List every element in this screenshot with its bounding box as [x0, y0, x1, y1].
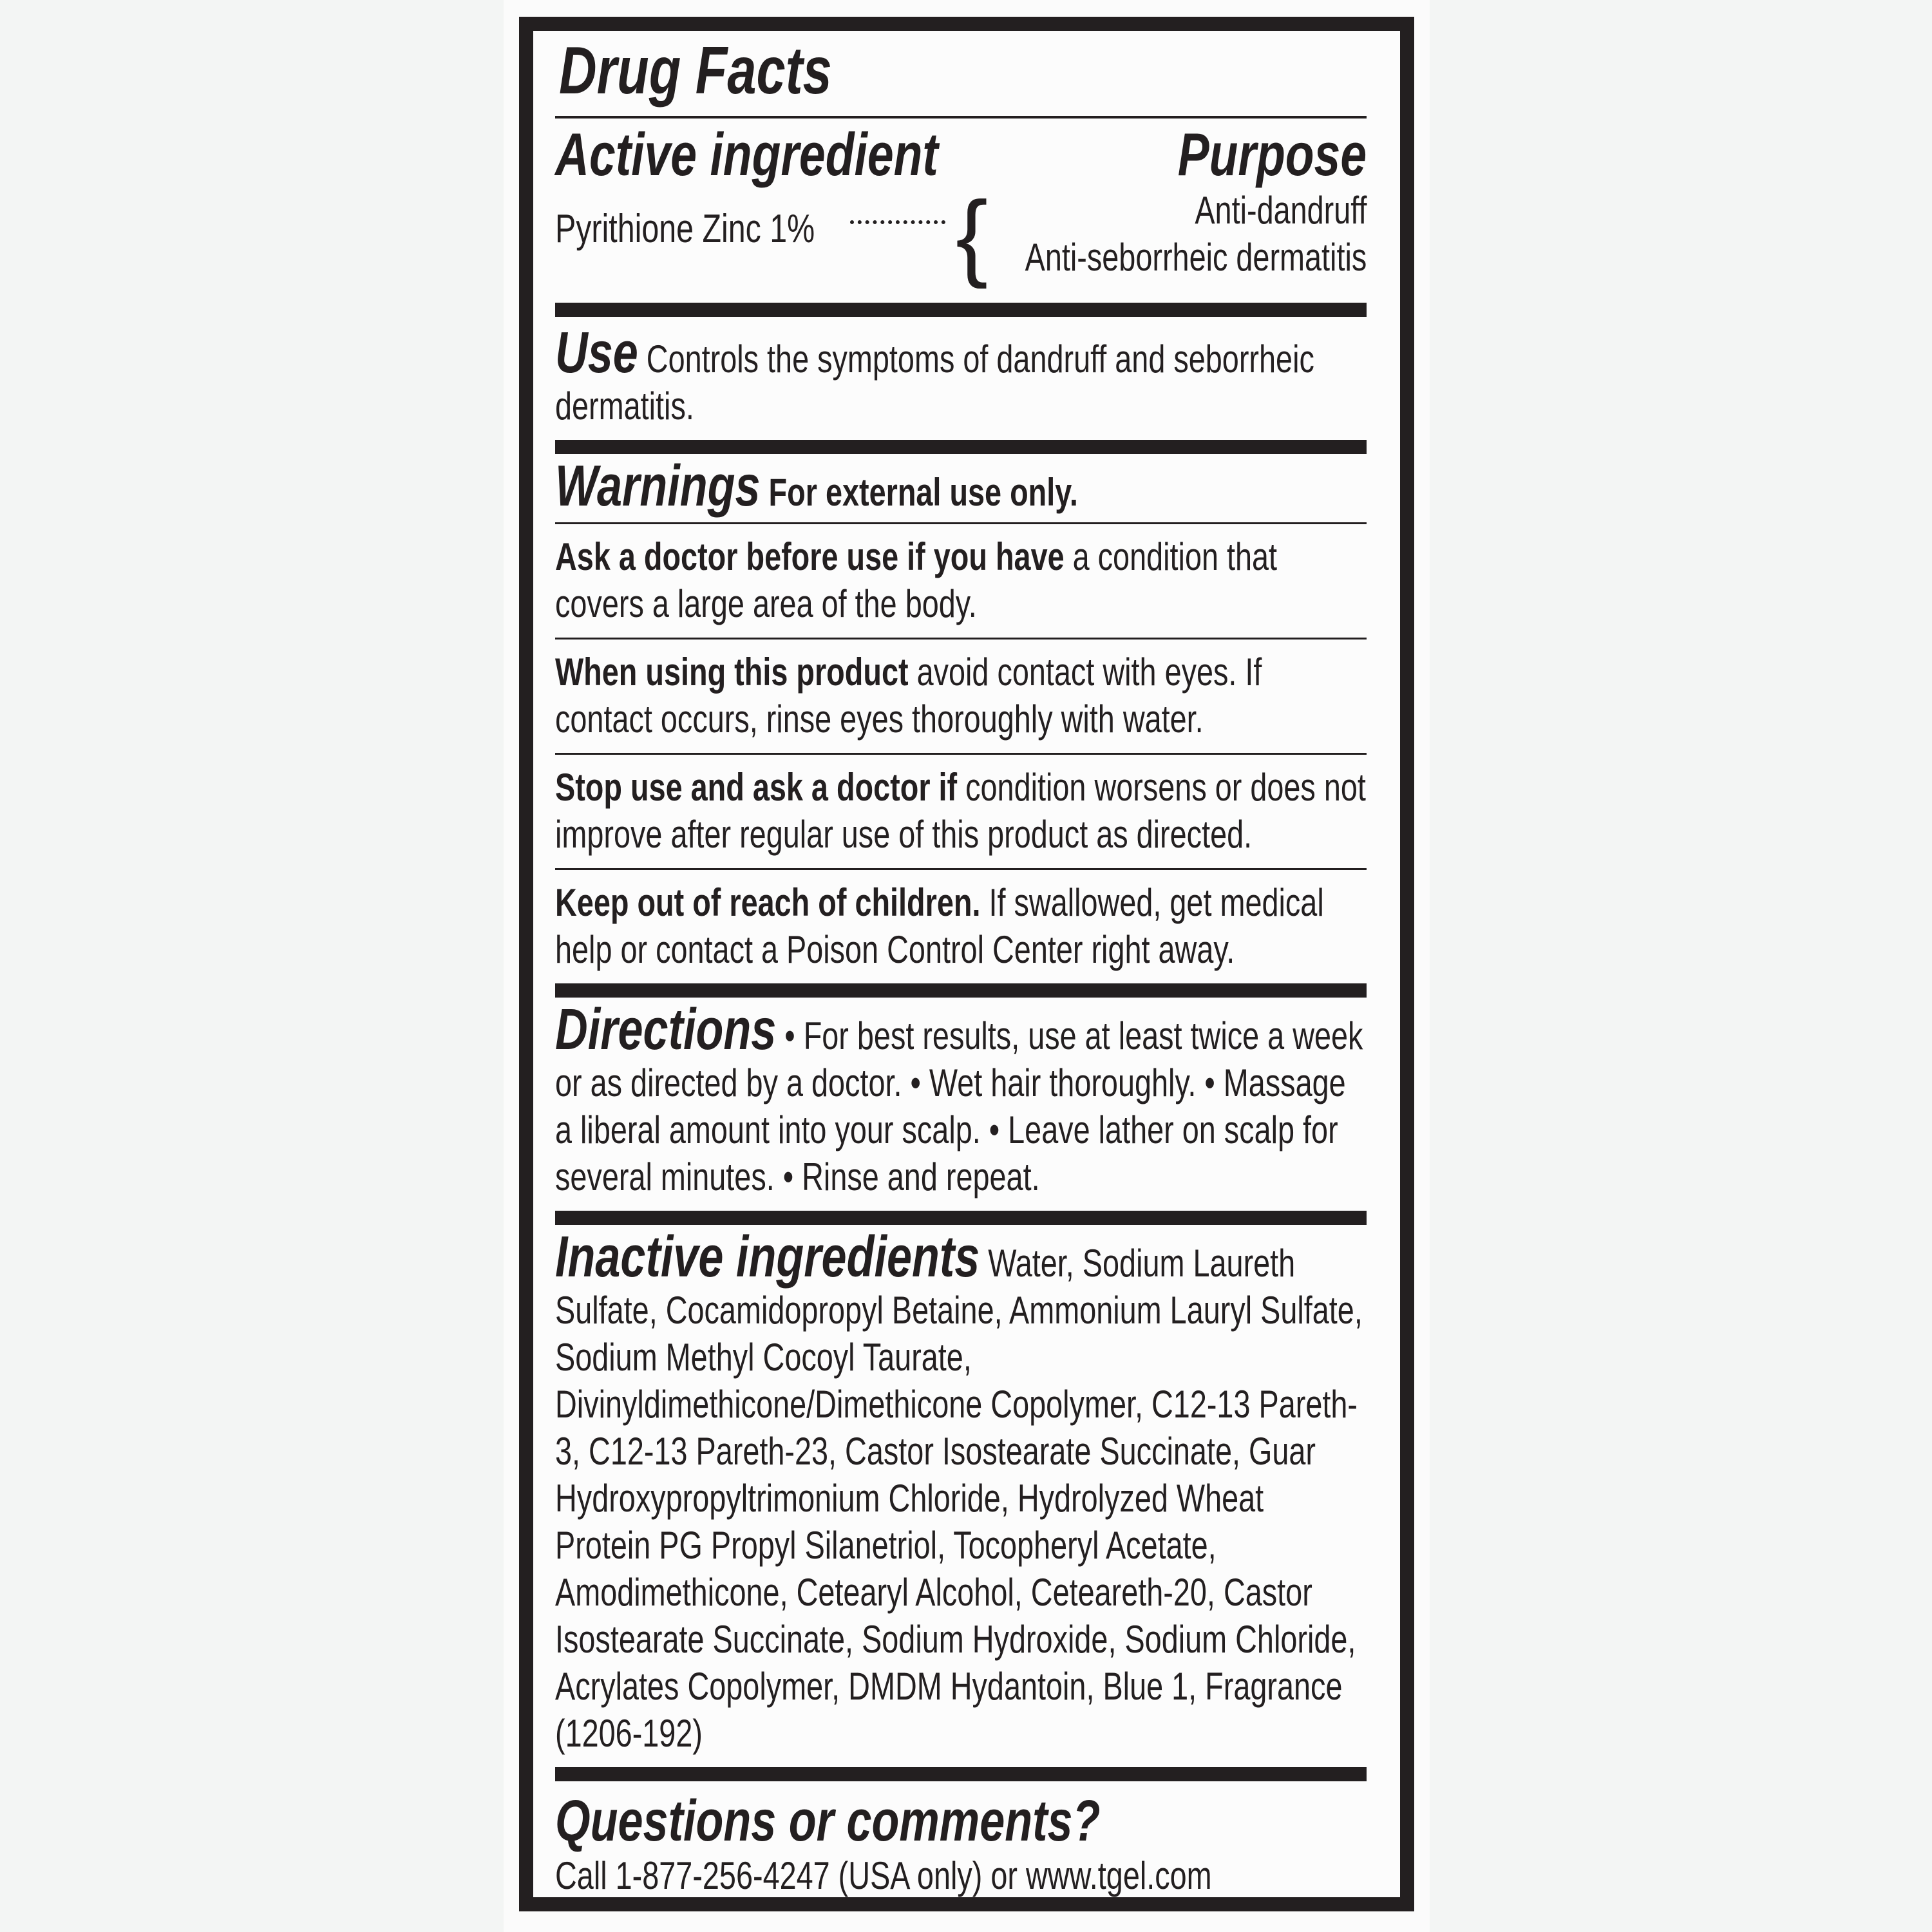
inactive-ingredients-section: [541, 1225, 1377, 1767]
questions-heading: Questions or comments?: [555, 1789, 1101, 1853]
directions-text: • For best results, use at least twice a week or as directed by a doctor. • Wet hair thoroughly. • Massage a liberal amount into your scalp. • Leave lather on scalp for several minutes. • Rinse and repeat.: [555, 1014, 1363, 1198]
section-divider: [555, 1211, 1367, 1225]
drug-facts-content: [541, 26, 1377, 1909]
brace-glyph: {: [956, 181, 989, 289]
purpose-item: Anti-seborrheic dermatitis: [1025, 236, 1367, 279]
stop-use-warning: [541, 755, 1377, 868]
questions-contact-text: Call 1-877-256-4247 (USA only) or www.tgel.com: [555, 1854, 1212, 1897]
warnings-header: [541, 454, 1377, 522]
title-divider: [555, 116, 1367, 118]
stop-use-text: condition worsens or does not improve after regular use of this product as directed.: [555, 766, 1366, 856]
keep-out-warning: [541, 870, 1377, 983]
ask-doctor-text: a condition that covers a large area of the body.: [555, 535, 1278, 625]
ask-doctor-warning: [541, 524, 1377, 638]
purpose-heading: Purpose: [1177, 120, 1367, 188]
active-ingredient-row: [555, 181, 1367, 303]
stop-use-lead: Stop use and ask a doctor if: [555, 766, 958, 809]
use-text: Controls the symptoms of dandruff and seborrheic dermatitis.: [555, 337, 1314, 428]
section-divider: [555, 303, 1367, 317]
purpose-list: [929, 181, 1367, 289]
directions-heading: Directions: [555, 998, 777, 1062]
section-divider: [555, 440, 1367, 454]
keep-out-text: If swallowed, get medical help or contact a Poison Control Center right away.: [555, 881, 1324, 971]
use-section: [541, 317, 1377, 440]
purpose-item: Anti-dandruff: [1194, 189, 1367, 232]
active-ingredient-header: [555, 122, 1367, 187]
drug-facts-title: Drug Facts: [559, 33, 832, 108]
warnings-heading: Warnings: [555, 454, 761, 518]
section-divider: [555, 983, 1367, 998]
questions-section: [541, 1781, 1377, 1909]
inactive-ingredients-heading: Inactive ingredients: [555, 1225, 980, 1289]
keep-out-lead: Keep out of reach of children.: [555, 881, 981, 924]
title-row: [541, 26, 1377, 116]
use-heading: Use: [555, 321, 638, 385]
inactive-ingredients-text: Water, Sodium Laureth Sulfate, Cocamidopropyl Betaine, Ammonium Lauryl Sulfate, Sodium Methyl Cocoyl Taurate, Divinyldimethicone/Dimethicone Copolymer, C12-13 Pareth-3, C12-13 Pareth-23, Castor Isostearate Succinate, Guar Hydroxypropyltrimonium Chloride, Hydrolyzed Wheat Protein PG Propyl Silanetriol, Tocopheryl Acetate, Amodimethicone, Cetearyl Alcohol, Ceteareth-20, Castor Isostearate Succinate, Sodium Hydroxide, Sodium Chloride, Acrylates Copolymer, DMDM Hydantoin, Blue 1, Fragrance (1206-192): [555, 1242, 1363, 1755]
ask-doctor-lead: Ask a doctor before use if you have: [555, 535, 1065, 578]
section-divider: [555, 1767, 1367, 1781]
ingredient-name: Pyrithione Zinc 1%: [555, 207, 815, 251]
when-using-text: avoid contact with eyes. If contact occurs, rinse eyes thoroughly with water.: [555, 650, 1262, 741]
when-using-warning: [541, 639, 1377, 753]
warnings-subheading: For external use only.: [768, 471, 1078, 514]
directions-section: [541, 998, 1377, 1211]
when-using-lead: When using this product: [555, 650, 909, 694]
active-ingredient-heading: Active ingredient: [555, 120, 938, 188]
